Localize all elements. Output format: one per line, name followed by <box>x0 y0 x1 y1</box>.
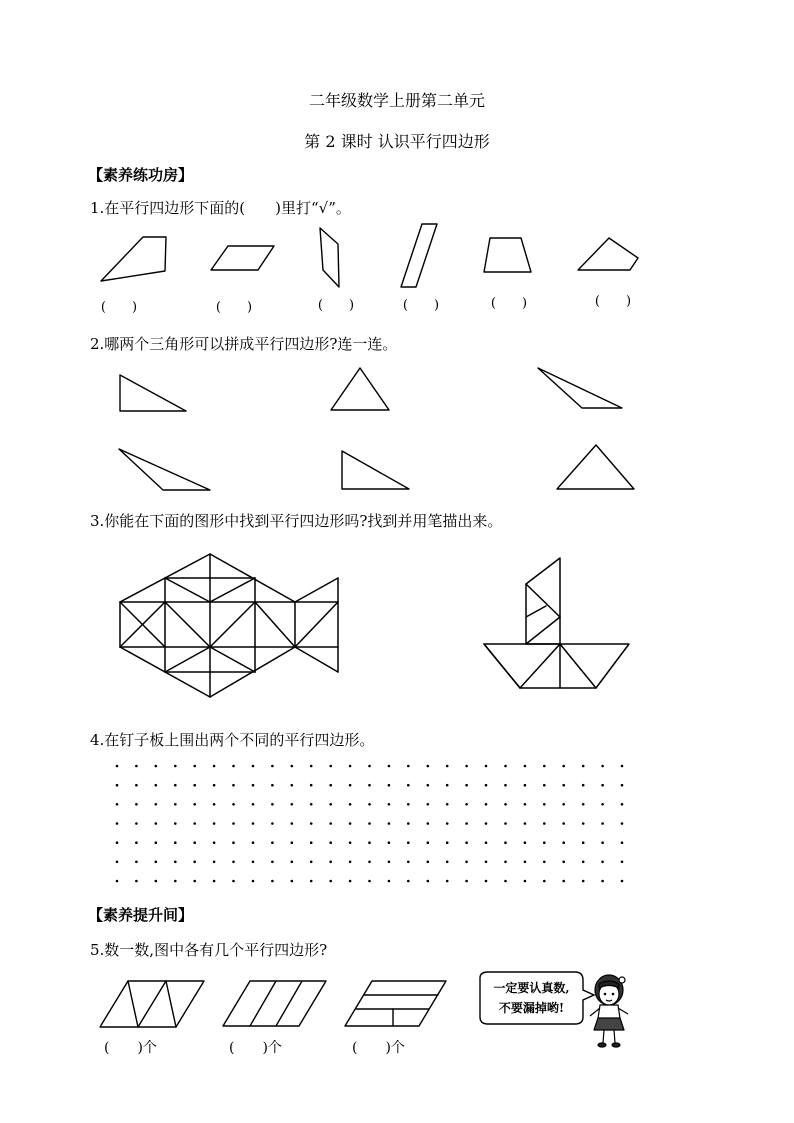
section-label-advance: 【素养提升间】 <box>88 906 194 924</box>
q5-answer-c[interactable]: ( )个 <box>352 1040 405 1056</box>
lesson-subtitle: 第 2 课时 认识平行四边形 <box>304 132 490 151</box>
section-label-practice: 【素养练功房】 <box>88 166 194 184</box>
speech-line-1: 一定要认真数, <box>493 981 570 995</box>
q1-blank-2[interactable]: ( ) <box>215 300 253 315</box>
q5-answer-a[interactable]: ( )个 <box>104 1040 157 1056</box>
q1-blank-6[interactable]: ( ) <box>594 294 632 309</box>
q1-blank-1[interactable]: ( ) <box>100 300 138 315</box>
q5-answer-b[interactable]: ( )个 <box>229 1040 282 1056</box>
q1-blank-5[interactable]: ( ) <box>490 296 528 311</box>
question-4-text: 4.在钉子板上围出两个不同的平行四边形。 <box>90 731 375 749</box>
question-2-text: 2.哪两个三角形可以拼成平行四边形?连一连。 <box>90 335 398 353</box>
q1-blank-3[interactable]: ( ) <box>317 298 355 313</box>
q1-blank-4[interactable]: ( ) <box>402 298 440 313</box>
page-title: 二年级数学上册第二单元 <box>308 91 485 110</box>
question-3-text: 3.你能在下面的图形中找到平行四边形吗?找到并用笔描出来。 <box>90 512 503 530</box>
question-1-text: 1.在平行四边形下面的( )里打“√”。 <box>90 199 351 217</box>
speech-line-2: 不要漏掉哟! <box>498 1001 565 1015</box>
question-5-text: 5.数一数,图中各有几个平行四边形? <box>90 941 328 959</box>
